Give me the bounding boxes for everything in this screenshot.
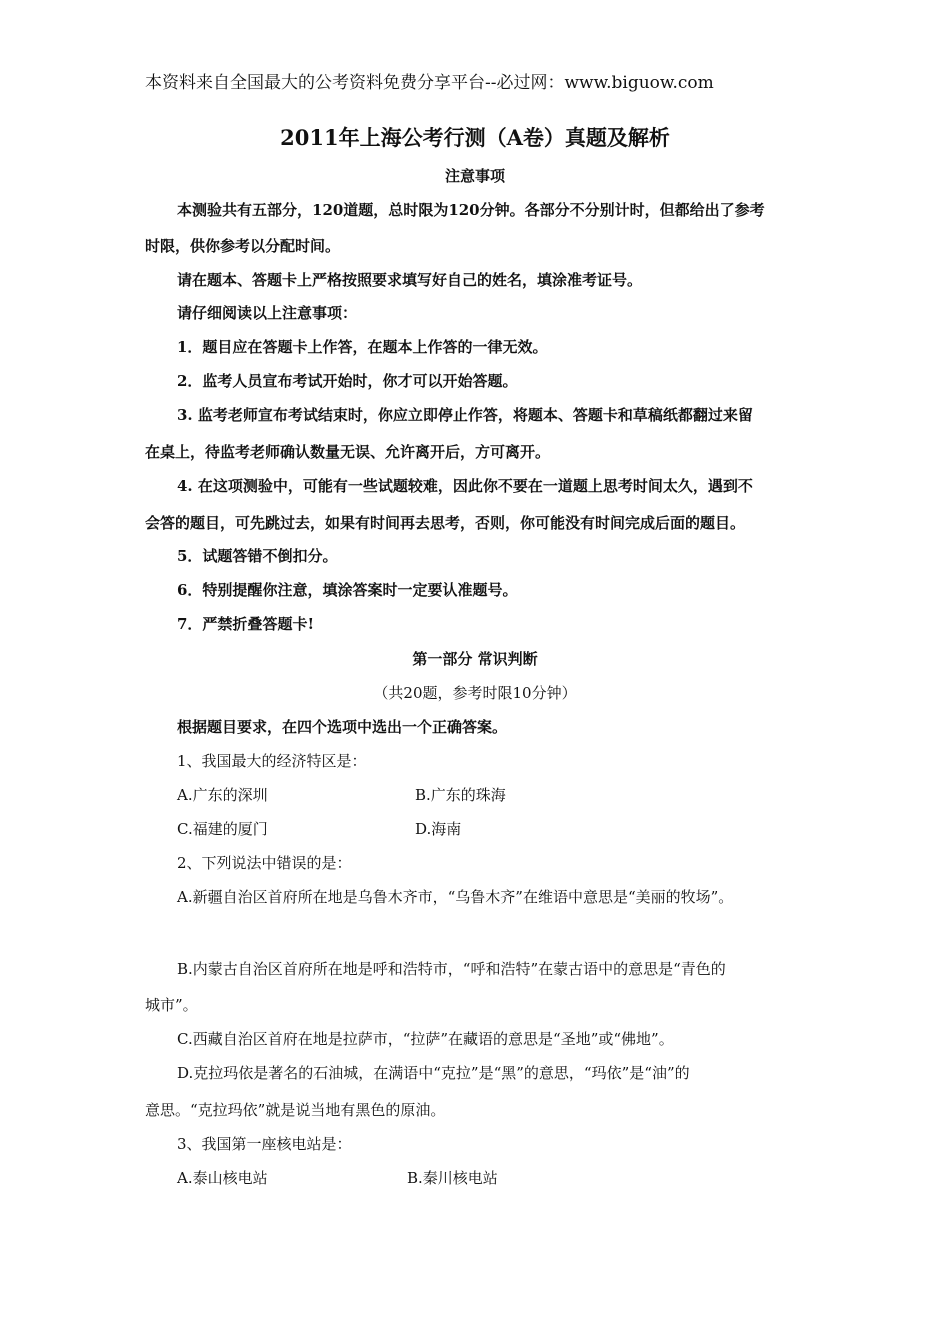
notice-item-4-line1: 4. 在这项测验中，可能有一些试题较难，因此你不要在一道题上思考时间太久，遇到不 <box>177 477 753 495</box>
source-header: 本资料来自全国最大的公考资料免费分享平台--必过网：www.biguow.com <box>145 73 714 93</box>
notice-item-3-line1: 3. 监考老师宣布考试结束时，你应立即停止作答，将题本、答题卡和草稿纸都翻过来留 <box>177 406 753 424</box>
q2-option-b-line2: 城市”。 <box>145 996 198 1014</box>
notice-para3: 请仔细阅读以上注意事项： <box>177 304 358 322</box>
q3-stem: 3、我国第一座核电站是： <box>177 1135 352 1153</box>
notice-item-6: 6．特别提醒你注意，填涂答案时一定要认准题号。 <box>177 581 518 599</box>
notice-para2: 请在题本、答题卡上严格按照要求填写好自己的姓名，填涂准考证号。 <box>177 271 643 289</box>
part1-heading: 第一部分 常识判断 <box>412 650 538 668</box>
notice-para1-line2: 时限，供你参考以分配时间。 <box>145 237 341 255</box>
notice-item-2: 2．监考人员宣布考试开始时，你才可以开始答题。 <box>177 372 518 390</box>
part1-instruction: 根据题目要求，在四个选项中选出一个正确答案。 <box>177 718 508 736</box>
q2-option-b-line1: B.内蒙古自治区首府所在地是呼和浩特市，“呼和浩特”在蒙古语中的意思是“青色的 <box>177 960 726 978</box>
q1-option-c: C.福建的厦门 <box>177 820 268 838</box>
notice-item-3-line2: 在桌上，待监考老师确认数量无误、允许离开后，方可离开。 <box>145 443 551 461</box>
q3-option-b: B.秦川核电站 <box>407 1169 498 1187</box>
notice-item-1: 1．题目应在答题卡上作答，在题本上作答的一律无效。 <box>177 338 548 356</box>
q2-option-d-line2: 意思。“克拉玛依”就是说当地有黑色的原油。 <box>145 1101 446 1119</box>
q3-option-a: A.泰山核电站 <box>177 1169 268 1187</box>
page-title: 2011年上海公考行测（A卷）真题及解析 <box>280 125 670 150</box>
q2-stem: 2、下列说法中错误的是： <box>177 854 352 872</box>
q1-option-b: B.广东的珠海 <box>415 786 506 804</box>
q1-stem: 1、我国最大的经济特区是： <box>177 752 367 770</box>
notice-para1-line1: 本测验共有五部分，120道题，总时限为120分钟。各部分不分别计时，但都给出了参考 <box>177 201 765 219</box>
q1-option-a: A.广东的深圳 <box>177 786 268 804</box>
q2-option-d-line1: D.克拉玛依是著名的石油城，在满语中“克拉”是“黑”的意思，“玛依”是“油”的 <box>177 1064 690 1082</box>
notice-item-7: 7．严禁折叠答题卡! <box>177 615 315 633</box>
q2-option-a: A.新疆自治区首府所在地是乌鲁木齐市，“乌鲁木齐”在维语中意思是“美丽的牧场”。 <box>177 888 734 906</box>
q2-option-c: C.西藏自治区首府在地是拉萨市，“拉萨”在藏语的意思是“圣地”或“佛地”。 <box>177 1030 674 1048</box>
notice-item-4-line2: 会答的题目，可先跳过去，如果有时间再去思考，否则，你可能没有时间完成后面的题目。 <box>145 514 746 532</box>
part1-subheading: （共20题，参考时限10分钟） <box>373 684 577 702</box>
notice-item-5: 5．试题答错不倒扣分。 <box>177 547 338 565</box>
q1-option-d: D.海南 <box>415 820 462 838</box>
notice-heading: 注意事项 <box>444 167 505 185</box>
